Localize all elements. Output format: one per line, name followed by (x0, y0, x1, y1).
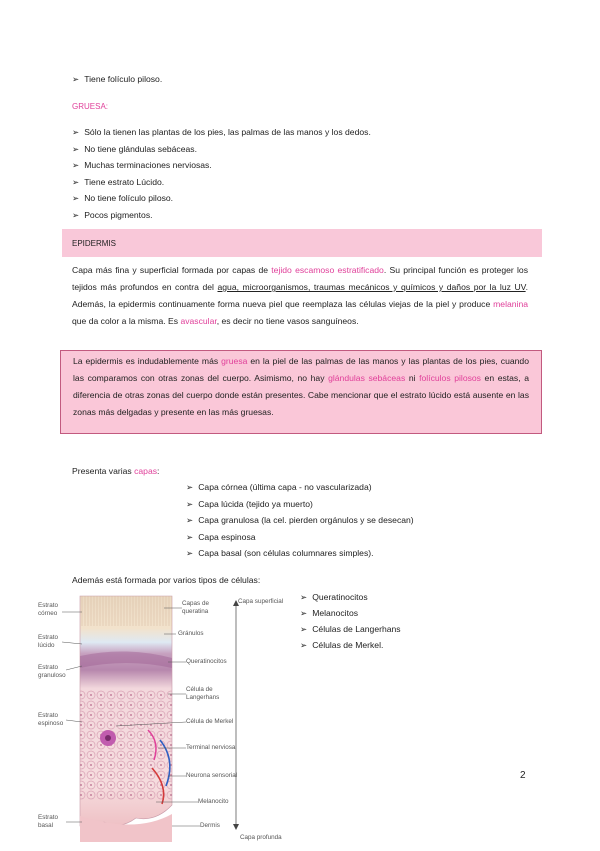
arrow-bullet-icon: ➢ (72, 193, 80, 203)
label-estrato-basal: Estrato basal (38, 814, 58, 829)
arrow-bullet-icon: ➢ (72, 74, 80, 84)
arrow-bullet-icon: ➢ (300, 608, 308, 618)
list-item: ➢ Melanocitos (300, 608, 359, 618)
highlight-box (60, 350, 542, 434)
list-item: ➢ Células de Langerhans (300, 624, 401, 634)
section-heading-gruesa: GRUESA: (72, 102, 109, 111)
arrow-bullet-icon: ➢ (300, 624, 308, 634)
arrow-bullet-icon: ➢ (186, 482, 194, 492)
epidermis-paragraph: Capa más fina y superficial formada por capas de tejido escamoso estratificado. Su principal función es proteger los tejidos más profundos en contra del agua, microorganismos, traumas mecánicos y químicos y daños por la luz UV. Además, la epidermis continuamente forma nueva piel que reemplaza las células viejas de la piel y produce melanina que da color a la misma. Es avascular, es decir no tiene vasos sanguíneos. (72, 265, 528, 326)
celulas-list (300, 591, 401, 655)
list-item: ➢ No tiene folículo piloso. (72, 193, 174, 203)
arrow-bullet-icon: ➢ (72, 176, 80, 187)
skin-layers-diagram (36, 590, 304, 846)
list-item: ➢ Tiene folículo piloso. (72, 74, 163, 84)
arrow-bullet-icon: ➢ (72, 160, 80, 170)
capas-intro: Presenta varias capas: (72, 466, 160, 476)
list-item: ➢ Capa córnea (última capa - no vascularizada) (186, 482, 372, 492)
list-item: ➢ Capa espinosa (186, 531, 256, 542)
celulas-intro: Además está formada por varios tipos de células: (72, 575, 261, 585)
list-item: ➢ Tiene estrato Lúcido. (72, 176, 165, 187)
arrow-bullet-icon: ➢ (300, 592, 308, 602)
arrow-bullet-icon: ➢ (186, 531, 194, 542)
section-heading-band (62, 229, 542, 257)
arrow-bullet-icon: ➢ (186, 548, 194, 558)
section-heading-epidermis: EPIDERMIS (72, 239, 117, 248)
list-item: ➢ Sólo la tienen las plantas de los pies, las palmas de las manos y los dedos. (72, 127, 371, 137)
list-item: ➢ Muchas terminaciones nerviosas. (72, 160, 212, 170)
label-estrato-corneo: Estrato córneo (38, 602, 58, 617)
list-item: ➢ Pocos pigmentos. (72, 209, 153, 220)
arrow-bullet-icon: ➢ (186, 515, 194, 525)
list-item: ➢ Capa granulosa (la cel. pierden orgánulos y se desecan) (186, 515, 414, 525)
label-neurona-sensorial: Neurona sensorial (186, 772, 238, 779)
label-estrato-lucido: Estrato lúcido (38, 634, 58, 649)
arrow-bullet-icon: ➢ (300, 640, 308, 650)
page-number: 2 (520, 770, 526, 781)
list-item: ➢ Capa basal (son células columnares simples). (186, 548, 374, 558)
label-celula-langerhans: Célula de Langerhans (186, 686, 220, 701)
label-melanocito: Melanocito (198, 798, 229, 805)
list-item: ➢ Capa lúcida (tejido ya muerto) (186, 498, 313, 509)
list-item: ➢ No tiene glándulas sebáceas. (72, 143, 197, 154)
list-item: ➢ Células de Merkel. (300, 640, 384, 650)
label-granulos: Gránulos (178, 630, 204, 637)
arrow-bullet-icon: ➢ (72, 127, 80, 137)
label-capas-queratina: Capas de queratina (182, 600, 209, 615)
label-queratinocitos: Queratinocitos (186, 658, 227, 665)
gruesa-list (72, 126, 371, 225)
skin-illustration (36, 590, 304, 846)
arrow-bullet-icon: ➢ (72, 143, 80, 154)
label-estrato-espinoso: Estrato espinoso (38, 712, 64, 727)
arrow-bullet-icon: ➢ (186, 498, 194, 509)
label-capa-superficial: Capa superficial (238, 598, 284, 605)
label-dermis: Dermis (200, 822, 220, 829)
label-terminal-nerviosa: Terminal nerviosa (186, 744, 236, 751)
label-capa-profunda: Capa profunda (240, 834, 282, 841)
label-celula-merkel: Célula de Merkel (186, 718, 234, 725)
list-item: ➢ Queratinocitos (300, 592, 368, 602)
capas-list (186, 481, 414, 564)
arrow-bullet-icon: ➢ (72, 209, 80, 220)
label-estrato-granuloso: Estrato granuloso (38, 664, 66, 679)
highlight-paragraph: La epidermis es indudablemente más gruesa en la piel de las palmas de las manos y las plantas de los pies, cuando las comparamos con otras zonas del cuerpo. Asimismo, no hay glándulas sebáceas ni folículos pilosos en estas, a diferencia de otras zonas del cuerpo donde están presentes. Cabe mencionar que el estrato lúcido está ausente en las zonas más delgadas y presente en las más gruesas. (73, 356, 529, 417)
